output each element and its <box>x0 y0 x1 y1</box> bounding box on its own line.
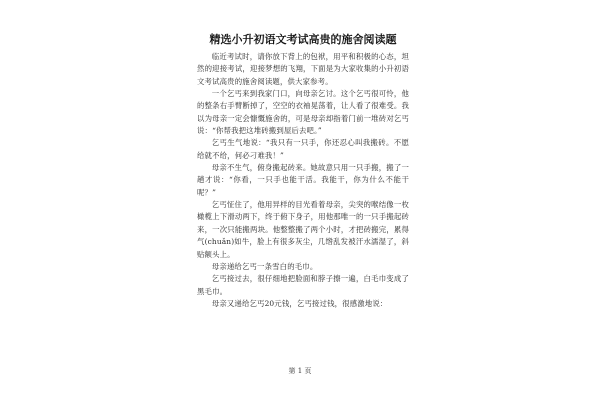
paragraph-wipes-face: 乞丐接过去，很仔细地把脸面和脖子擦一遍，白毛巾变成了黑毛巾。 <box>197 274 409 296</box>
paragraph-money: 母亲又递给乞丐20元钱，乞丐接过钱，很感激地说： <box>211 298 388 308</box>
paragraph-beggar-arrives: 一个乞丐来到我家门口，向母亲乞讨。这个乞丐很可怜，他的整条右手臂断掉了，空空的衣袖晃荡着，让人看了很难受。我以为母亲一定会慷慨施舍的，可是母亲却指着门前一堆砖对乞丐说：“你帮我把这堆砖搬到屋后去吧。” <box>197 89 409 136</box>
paragraph-towel: 母亲递给乞丐一条雪白的毛巾。 <box>211 261 318 271</box>
document-title: 精选小升初语文考试高贵的施舍阅读题 <box>209 33 397 46</box>
paragraph-intro: 临近考试时，请你放下背上的包袱，用平和积极的心态，坦然的迎接考试，迎接梦想的飞翔，下面是为大家收集的小升初语文考试高贵的施舍阅读题，供大家参考。 <box>197 52 409 86</box>
paragraph-beggar-works: 乞丐怔住了，他用异样的目光看着母亲，尖突的喉结像一枚橄榄上下滑动两下，终于俯下身子，用他那唯一的一只手搬起砖来，一次只能搬两块。他整整搬了两个小时，才把砖搬完，累得气(chuǎn)如牛，脸上有很多灰尘，几绺乱发被汗水濡湿了，斜贴额头上。 <box>197 200 409 259</box>
paragraph-beggar-angry: 乞丐生气地说：“我只有一只手，你还忍心叫我搬砖。不愿给就不给，何必刁难我！” <box>197 138 409 160</box>
page-number-footer: 第 1 页 <box>288 367 312 375</box>
document-body <box>197 51 409 310</box>
paragraph-mother-demonstrates: 母亲不生气，俯身搬起砖来。她故意只用一只手搬，搬了一趟才说：“你看，一只手也能干活。我能干，你为什么不能干呢？” <box>197 163 409 197</box>
